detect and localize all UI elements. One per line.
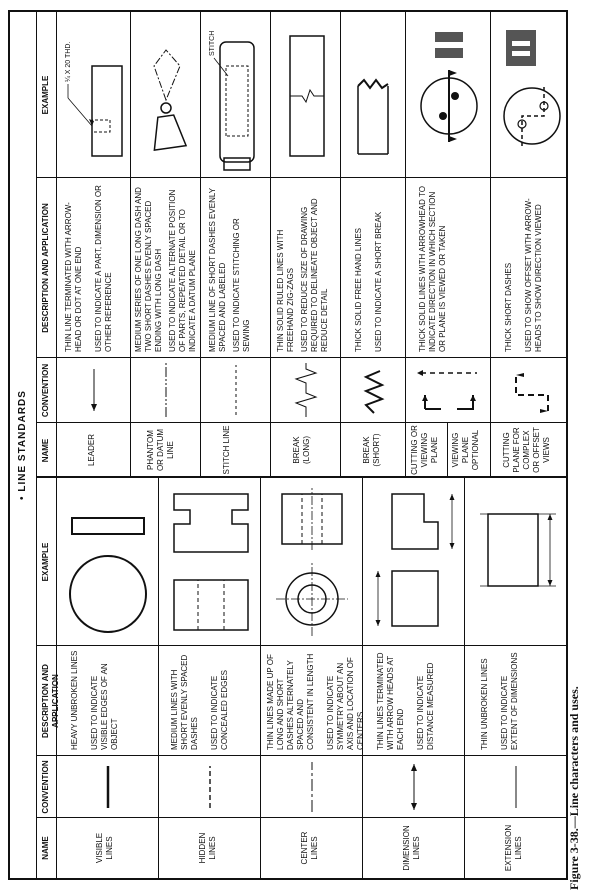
center-line-convention bbox=[262, 758, 362, 816]
row-desc-dimension-lines bbox=[376, 650, 446, 750]
row-rule bbox=[490, 12, 491, 478]
hdr-name-right: NAME bbox=[41, 438, 50, 463]
desc-text: THIN SOLID RULED LINES WITH FREEHAND ZIG-ZAGS bbox=[276, 229, 295, 352]
desc-text: THIN LINES MADE UP OF LONG AND SHORT DASHES ALTERNATELY SPACED AND CONSISTENT IN LENGTH bbox=[266, 653, 315, 750]
row-rule bbox=[158, 478, 159, 878]
row-desc-leader bbox=[64, 184, 124, 352]
desc-text: MEDIUM LINES WITH SHORT EVENLY SPACED DASHES bbox=[170, 654, 199, 750]
break-long-convention bbox=[272, 360, 340, 421]
title-text: LINE STANDARDS bbox=[17, 390, 28, 492]
hdr-name-left: NAME bbox=[41, 836, 50, 860]
dimension-lines-example bbox=[364, 480, 464, 644]
center-lines-example bbox=[262, 480, 362, 644]
use-text: USED TO INDICATE SYMMETRY ABOUT AN AXIS AND LOCATION OF CENTERS bbox=[326, 657, 365, 750]
row-name-visible-lines: VISIBLE LINES bbox=[95, 832, 114, 864]
visible-lines-example bbox=[58, 480, 158, 644]
table-title bbox=[10, 12, 37, 878]
divider bbox=[36, 357, 566, 358]
row-name-stitch: STITCH LINE bbox=[222, 425, 231, 475]
row-desc-hidden-lines bbox=[170, 650, 240, 750]
desc-text: THICK SOLID LINES WITH ARROWHEAD TO INDICATE DIRECTION IN WHICH SECTION OR PLANE IS VIEWED OR TAKEN bbox=[418, 186, 447, 352]
desc-text: HEAVY UNBROKEN LINES bbox=[70, 650, 79, 750]
row-desc-offset-cutting-plane bbox=[504, 184, 554, 352]
visible-line-convention bbox=[58, 758, 158, 816]
figure-caption: Figure 3-38.—Line characters and uses. bbox=[567, 686, 581, 890]
row-name-leader: LEADER bbox=[87, 434, 96, 467]
desc-text: MEDIUM LINE OF SHORT DASHES EVENLY SPACED AND LABELED bbox=[208, 188, 227, 352]
divider bbox=[36, 755, 566, 756]
row-name-viewing-plane-optional: VIEWING PLANE OPTIONAL bbox=[451, 429, 480, 471]
cutting-plane-convention bbox=[407, 360, 490, 421]
divider bbox=[36, 422, 566, 423]
use-text: USED TO INDICATE EXTENT OF DIMENSIONS bbox=[500, 652, 519, 750]
stitch-example-label: STITCH bbox=[209, 30, 216, 56]
row-rule bbox=[340, 12, 341, 478]
leader-example-label: ¼ X 20 THD. bbox=[65, 41, 72, 82]
break-long-example bbox=[272, 14, 340, 176]
offset-cutting-plane-convention bbox=[492, 360, 566, 421]
row-rule bbox=[405, 12, 406, 478]
use-text: USED TO SHOW OFFSET WITH ARROW-HEADS TO SHOW DIRECTION VIEWED bbox=[524, 198, 543, 352]
use-text: USED TO REDUCE SIZE OF DRAWING REQUIRED TO DELINEATE OBJECT AND REDUCE DETAIL bbox=[300, 198, 329, 352]
row-name-cutting-plane: CUTTING OR VIEWING PLANE bbox=[410, 425, 439, 475]
phantom-example bbox=[132, 14, 200, 176]
hdr-example-right: EXAMPLE bbox=[41, 75, 50, 115]
dimension-line-convention bbox=[364, 758, 464, 816]
row-name-hidden-lines: HIDDEN LINES bbox=[198, 832, 217, 864]
divider bbox=[36, 645, 566, 646]
title-mark: • bbox=[17, 495, 28, 500]
use-text: USED TO INDICATE ALTERNATE POSITION OF PARTS, REPEATED DETAIL OR TO INDICATE A DATUM PLANE bbox=[168, 189, 197, 352]
hdr-description-right: DESCRIPTION AND APPLICATION bbox=[41, 203, 50, 333]
row-desc-break-short bbox=[354, 184, 394, 352]
hdr-example-left: EXAMPLE bbox=[41, 542, 50, 582]
row-name-break-short: BREAK (SHORT) bbox=[362, 433, 381, 467]
row-rule bbox=[270, 12, 271, 478]
row-rule bbox=[464, 478, 465, 878]
use-text: USED TO INDICATE A PART, DIMENSION OR OTHER REFERENCE bbox=[94, 185, 113, 352]
divider bbox=[36, 177, 566, 178]
row-name-offset-cutting-plane: CUTTING PLANE FOR COMPLEX OR OFFSET VIEWS bbox=[502, 427, 551, 473]
row-desc-phantom bbox=[134, 184, 208, 352]
row-rule bbox=[130, 12, 131, 478]
row-desc-break-long bbox=[276, 184, 340, 352]
use-text: USED TO INDICATE STITCHING OR SEWING bbox=[232, 218, 251, 352]
header-rule bbox=[56, 12, 57, 478]
desc-text: MEDIUM SERIES OF ONE LONG DASH AND TWO SHORT DASHES EVENLY SPACED ENDING WITH LONG DASH bbox=[134, 187, 163, 352]
divider bbox=[36, 817, 566, 818]
row-name-dimension-lines: DIMENSION LINES bbox=[402, 825, 421, 871]
desc-text: THIN LINES TERMINATED WITH ARROW HEADS AT EACH END bbox=[376, 652, 405, 750]
hdr-description-left: DESCRIPTION AND APPLICATION bbox=[41, 664, 60, 738]
row-desc-visible-lines bbox=[70, 650, 130, 750]
center-divider bbox=[36, 476, 566, 478]
desc-text: THIN UNBROKEN LINES bbox=[480, 658, 489, 750]
leader-convention bbox=[58, 360, 130, 421]
desc-text: THICK SHORT DASHES bbox=[504, 262, 513, 352]
row-name-extension-lines: EXTENSION LINES bbox=[504, 824, 523, 872]
stitch-convention bbox=[202, 360, 270, 421]
break-short-example bbox=[342, 14, 405, 176]
extension-lines-example bbox=[466, 480, 566, 644]
rotated-table-wrapper bbox=[8, 10, 568, 880]
line-standards-table bbox=[8, 10, 568, 880]
cutting-plane-example bbox=[407, 14, 490, 176]
break-short-convention bbox=[342, 360, 405, 421]
row-desc-cutting-plane bbox=[418, 184, 458, 352]
leader-example bbox=[58, 14, 130, 176]
hdr-convention-left: CONVENTION bbox=[41, 760, 50, 814]
row-name-center-lines: CENTER LINES bbox=[300, 831, 319, 865]
sub-rule bbox=[447, 423, 448, 478]
extension-line-convention bbox=[466, 758, 566, 816]
use-text: USED TO INDICATE DISTANCE MEASURED bbox=[416, 662, 435, 750]
use-text: USED TO INDICATE CONCEALED EDGES bbox=[210, 669, 229, 750]
row-desc-center-lines bbox=[266, 650, 376, 750]
row-desc-extension-lines bbox=[480, 650, 530, 750]
phantom-convention bbox=[132, 360, 200, 421]
desc-text: THIN LINE TERMINATED WITH ARROW-HEAD OR DOT AT ONE END bbox=[64, 202, 83, 352]
desc-text: THICK SOLID FREE HAND LINES bbox=[354, 227, 363, 352]
row-rule bbox=[260, 478, 261, 878]
stitch-example bbox=[202, 14, 270, 176]
hidden-line-convention bbox=[160, 758, 260, 816]
hidden-lines-example bbox=[160, 480, 260, 644]
row-name-phantom: PHANTOM OR DATUM LINE bbox=[146, 428, 175, 472]
row-name-break-long: BREAK (LONG) bbox=[292, 436, 311, 464]
row-desc-stitch bbox=[208, 184, 262, 352]
hdr-convention-right: CONVENTION bbox=[41, 363, 50, 418]
use-text: USED TO INDICATE A SHORT BREAK bbox=[374, 211, 383, 352]
offset-cutting-plane-example bbox=[492, 14, 566, 176]
use-text: USED TO INDICATE VISIBLE EDGES OF AN OBJECT bbox=[90, 663, 119, 750]
